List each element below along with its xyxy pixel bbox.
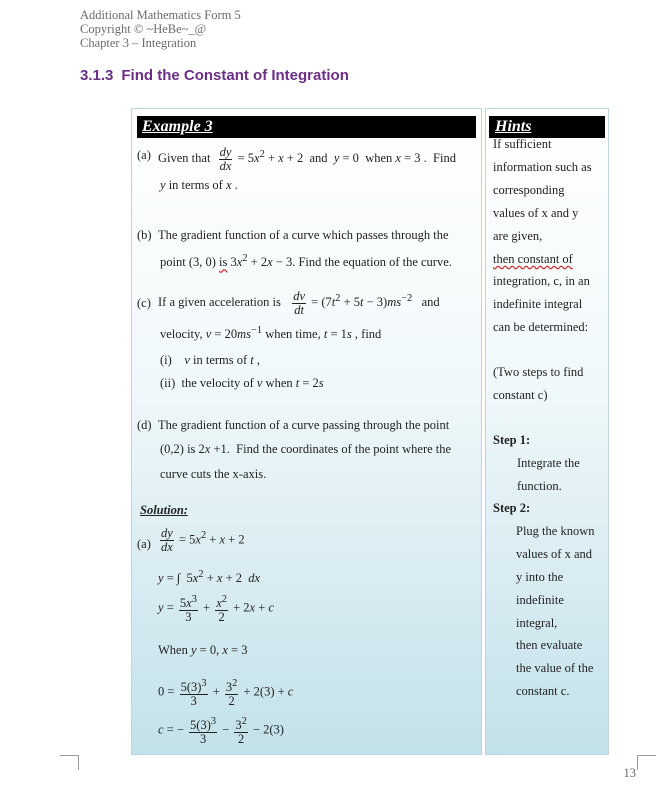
solution-line-6: c = − $\frac{5(3)^3}{3}$ − $\frac{3^2}{2}$ − 2(3) [158,716,284,747]
crop-mark-left [60,755,79,770]
solution-line-5: 0 = $\frac{5(3)^3}{3}$ + $\frac{3^2}{2}$ + 2(3) + c [158,678,294,709]
solution-line-2: y = ∫ $5x^2 + x + 2$ dx [158,569,261,586]
solution-label: (a) [137,537,151,551]
section-number: 3.1.3 [80,67,114,84]
solution-heading: Solution: [140,503,188,517]
question-d-label: (d) [137,418,152,432]
solution-line-4: When y = 0, x = 3 [158,643,248,657]
crop-mark-right [637,755,656,770]
question-c: (c) If a given acceleration is $\frac{dv}{dt}$ = $(7t^2 + 5t - 3)ms^{-2}$ and velocity, $v = 20ms^{-1}$ when time, t = 1s , find (i) v in terms of t , (ii) the velocity of v when t = 2s [137,291,475,401]
question-c-label: (c) [137,296,151,310]
question-a: (a) Given that $\frac{dy}{dx}$ = $5x^2 + x + 2$ and y = 0 when x = 3 . Find y in terms of x . [137,144,456,192]
section-heading [80,67,349,84]
hints-two-steps: (Two steps to find constant c) [493,365,584,402]
header-copyright: Copyright © ~HeBe~_@ [80,22,207,36]
example-title: Example 3 [137,116,476,138]
solution-line-1: $\frac{dy}{dx}$ = $5x^2 + x + 2$ [161,526,245,554]
example-box [131,108,482,755]
question-a-label: (a) [137,148,151,162]
section-title-text: Find the Constant of Integration [121,67,349,84]
hints-title: Hints [489,116,605,138]
question-b: (b) The gradient function of a curve which passes through the point (3, 0) is $3x^2 + 2x - 3$. Find the equation of the curve. [137,223,475,273]
question-c-ii: (ii) the velocity of v when t = 2s [160,376,324,390]
solution-line-3: y = $\frac{5x^3}{3}$ + $\frac{x^2}{2}$ + 2x + c [158,594,274,625]
hints-step-1: Step 1: Integrate the function. [493,433,580,493]
hints-intro: If sufficient information such as corresponding values of x and y are given, then constant of integration, c, in an indefinite integral can be determined: [493,137,592,335]
page-number: 13 [623,766,636,780]
question-d: (d) The gradient function of a curve passing through the point (0,2) is 2x +1. Find the coordinates of the point where the curve cuts the x-axis. [137,413,475,489]
document-header [80,8,241,50]
hints-step-2: Step 2: Plug the known values of x and y into the indefinite integral, then evaluate the value of the constant c. [493,501,595,699]
header-chapter: Chapter 3 – Integration [80,36,197,50]
question-b-label: (b) [137,228,152,242]
question-c-i: (i) v in terms of t , [160,353,261,367]
hints-box [485,108,609,755]
header-book-title: Additional Mathematics Form 5 [80,8,241,22]
dy-dx-fraction: $\frac{dy}{dx}$ [219,144,232,173]
